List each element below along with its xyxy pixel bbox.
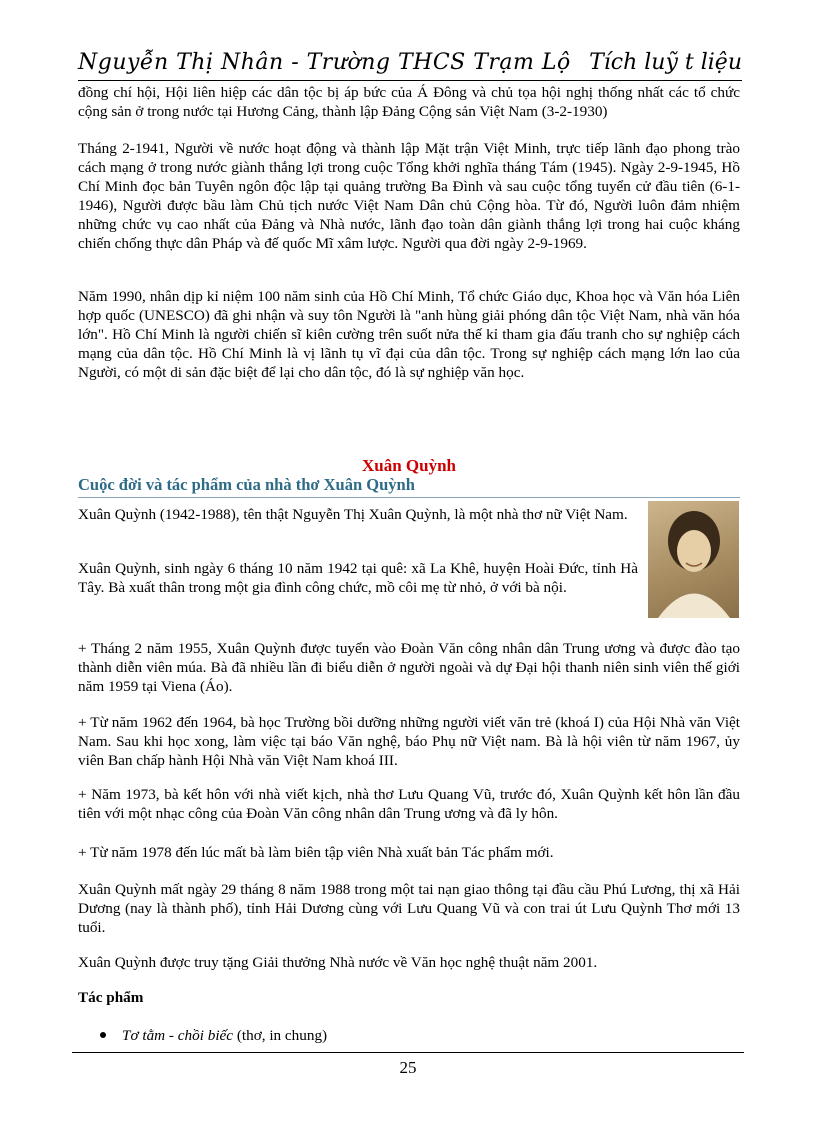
header-section: Tích luỹ t liệu [589, 50, 742, 75]
paragraph-bio-3: + Tháng 2 năm 1955, Xuân Quỳnh được tuyển vào Đoàn Văn công nhân dân Trung ương và được đào tạo thành diễn viên múa. Bà đã nhiều lần đi biểu diễn ở người ngoài và dự Đại hội thanh niên sinh viên thế giới năm 1959 tại Viena (Áo). [78, 640, 740, 695]
paragraph-bio-6: + Từ năm 1978 đến lúc mất bà làm biên tập viên Nhà xuất bản Tác phẩm mới. [78, 844, 554, 861]
paragraph-bio-2: Xuân Quỳnh, sinh ngày 6 tháng 10 năm 1942 tại quê: xã La Khê, huyện Hoài Đức, tỉnh Hà Tây. Bà xuất thân trong một gia đình công chức, mồ côi mẹ từ nhỏ, ở với bà nội. [78, 560, 638, 596]
list-item [100, 1027, 327, 1045]
paragraph-intro-1: đồng chí hội, Hội liên hiệp các dân tộc bị áp bức của Á Đông và chủ tọa hội nghị thống nhất các tổ chức cộng sản ở trong nước tại Hương Cảng, thành lập Đảng Cộng sản Việt Nam (3-2-1930) [78, 84, 740, 120]
subtitle-divider [78, 497, 740, 498]
page-header [78, 48, 742, 80]
work-title: Tơ tằm - chồi biếc [122, 1027, 234, 1044]
work-note: (thơ, in chung) [233, 1027, 328, 1044]
paragraph-bio-5: + Năm 1973, bà kết hôn với nhà viết kịch, nhà thơ Lưu Quang Vũ, trước đó, Xuân Quỳnh kết hôn lần đầu tiên với một nhạc công của Đoàn Văn công nhân dân Trung ương và đã ly hôn. [78, 786, 740, 822]
section-title: Xuân Quỳnh [361, 456, 457, 475]
paragraph-bio-8: Xuân Quỳnh được truy tặng Giải thưởng Nhà nước về Văn học nghệ thuật năm 2001. [78, 954, 598, 971]
bullet-icon [100, 1032, 106, 1038]
paragraph-bio-7: Xuân Quỳnh mất ngày 29 tháng 8 năm 1988 trong một tai nạn giao thông tại đầu cầu Phú Lương, thị xã Hải Dương (nay là thành phố), tỉnh Hải Dương cùng với Lưu Quang Vũ và con trai út Lưu Quỳnh Thơ mới 13 tuổi. [78, 881, 740, 936]
paragraph-intro-3: Năm 1990, nhân dịp kỉ niệm 100 năm sinh của Hồ Chí Minh, Tổ chức Giáo dục, Khoa học và Văn hóa Liên hợp quốc (UNESCO) đã ghi nhận và suy tôn Người là "anh hùng giải phóng dân tộc Việt Nam, nhà văn hóa lớn". Hồ Chí Minh là người chiến sĩ kiên cường trên suốt nửa thế kỉ tham gia đấu tranh cho sự nghiệp cách mạng của dân tộc. Hồ Chí Minh là vị lãnh tụ vĩ đại của dân tộc. Trong sự nghiệp cách mạng lớn lao của Người, có một di sản đặc biệt để lại cho dân tộc, đó là sự nghiệp văn học. [78, 288, 740, 381]
page-number: 25 [399, 1058, 417, 1077]
portrait-photo [648, 501, 739, 618]
paragraph-intro-2: Tháng 2-1941, Người về nước hoạt động và thành lập Mặt trận Việt Minh, trực tiếp lãnh đạo phong trào cách mạng ở trong nước giành thắng lợi trong cuộc Tổng khởi nghĩa tháng Tám (1945). Ngày 2-9-1945, Hồ Chí Minh đọc bản Tuyên ngôn độc lập tại quảng trường Ba Đình và sau cuộc tổng tuyển cử đầu tiên (6-1-1946), Người được bầu làm Chủ tịch nước Việt Nam Dân chủ Cộng hòa. Từ đó, Người luôn đảm nhiệm những chức vụ cao nhất của Đảng và Nhà nước, lãnh đạo toàn dân giành thắng lợi trong hai cuộc kháng chiến chống thực dân Pháp và đế quốc Mĩ xâm lược. Người qua đời ngày 2-9-1969. [78, 140, 740, 252]
footer-divider [72, 1052, 744, 1053]
works-heading: Tác phẩm [78, 989, 144, 1006]
header-divider [78, 80, 742, 81]
portrait-illustration [648, 501, 739, 618]
section-subtitle: Cuộc đời và tác phẩm của nhà thơ Xuân Quỳnh [78, 475, 415, 494]
paragraph-bio-4: + Từ năm 1962 đến 1964, bà học Trường bồi dưỡng những người viết văn trẻ (khoá I) của Hội Nhà văn Việt Nam. Sau khi học xong, làm việc tại báo Văn nghệ, báo Phụ nữ Việt nam. Bà là hội viên từ năm 1967, ủy viên Ban chấp hành Hội Nhà văn Việt Nam khoá III. [78, 714, 740, 769]
header-author: Nguyễn Thị Nhân - Trường THCS Trạm Lộ [78, 50, 571, 75]
paragraph-bio-1: Xuân Quỳnh (1942-1988), tên thật Nguyễn Thị Xuân Quỳnh, là một nhà thơ nữ Việt Nam. [78, 506, 628, 523]
